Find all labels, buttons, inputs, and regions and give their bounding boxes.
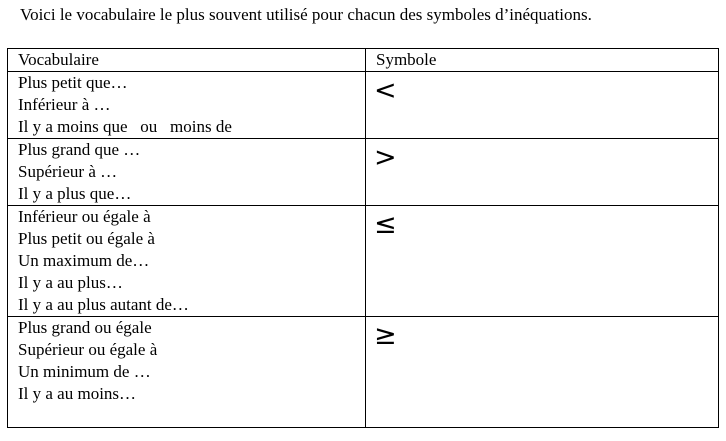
vocabulary-line: Il y a plus que… bbox=[18, 184, 132, 203]
vocabulary-line: Plus petit que… bbox=[18, 73, 128, 92]
vocabulary-line: Plus grand ou égale bbox=[18, 318, 152, 337]
inequality-vocabulary-table bbox=[7, 48, 719, 428]
symbol-cell bbox=[366, 317, 719, 428]
vocabulary-line: Supérieur ou égale à bbox=[18, 340, 158, 359]
vocabulary-cell bbox=[8, 72, 366, 139]
symbol-cell bbox=[366, 206, 719, 317]
greater-or-equal-symbol: ≥ bbox=[374, 320, 397, 351]
vocabulary-line: Un minimum de … bbox=[18, 362, 151, 381]
vocabulary-line: Plus grand que … bbox=[18, 140, 141, 159]
vocabulary-line: Supérieur à … bbox=[18, 162, 118, 181]
vocabulary-cell bbox=[8, 206, 366, 317]
table-row-greater-or-equal bbox=[8, 317, 719, 428]
table-row-less-or-equal bbox=[8, 206, 719, 317]
vocabulary-line: Il y a moins que ou moins de bbox=[18, 117, 232, 136]
table-row-greater-than bbox=[8, 139, 719, 206]
vocabulary-line: Il y a au moins… bbox=[18, 384, 137, 403]
greater-than-symbol: > bbox=[374, 142, 397, 173]
table-header-row bbox=[8, 49, 719, 72]
header-vocabulaire: Vocabulaire bbox=[8, 49, 366, 72]
vocabulary-line: Plus petit ou égale à bbox=[18, 229, 155, 248]
vocabulary-line: Il y a au plus autant de… bbox=[18, 295, 189, 314]
vocabulary-cell bbox=[8, 317, 366, 428]
intro-text: Voici le vocabulaire le plus souvent utilisé pour chacun des symboles d’inéquations. bbox=[20, 5, 592, 24]
less-than-symbol: < bbox=[374, 75, 397, 106]
table-row-less-than bbox=[8, 72, 719, 139]
header-symbole: Symbole bbox=[366, 49, 719, 72]
vocabulary-line: Inférieur à … bbox=[18, 95, 111, 114]
symbol-cell bbox=[366, 139, 719, 206]
symbol-cell bbox=[366, 72, 719, 139]
less-or-equal-symbol: ≤ bbox=[374, 209, 397, 240]
vocabulary-line: Il y a au plus… bbox=[18, 273, 123, 292]
vocabulary-line: Un maximum de… bbox=[18, 251, 150, 270]
vocabulary-cell bbox=[8, 139, 366, 206]
vocabulary-line: Inférieur ou égale à bbox=[18, 207, 151, 226]
